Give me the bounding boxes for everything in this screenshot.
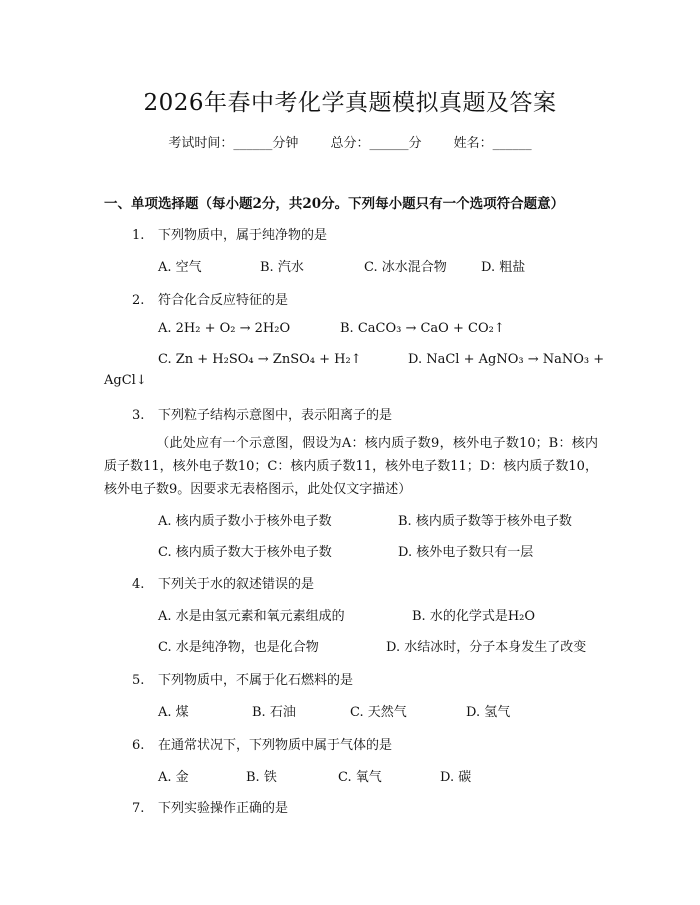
section-heading: 一、单项选择题（每小题2分，共20分。下列每小题只有一个选项符合题意）: [104, 196, 565, 212]
option-5b: B. 石油: [252, 705, 296, 720]
question-text: 下列粒子结构示意图中，表示阳离子的是: [158, 408, 393, 423]
option-6d: D. 碳: [440, 770, 472, 785]
option-1b: B. 汽水: [260, 260, 304, 275]
exam-meta: [0, 132, 700, 151]
option-3b: B. 核内质子数等于核外电子数: [398, 514, 572, 529]
option-3c: C. 核内质子数大于核外电子数: [158, 545, 332, 560]
option-2d: D. NaCl + AgNO₃ → NaNO₃ +: [408, 352, 605, 367]
question-number: 7.: [132, 801, 145, 816]
exam-time-field: 考试时间：______分钟: [168, 136, 299, 151]
option-4d: D. 水结冰时，分子本身发生了改变: [386, 640, 587, 655]
option-2b: B. CaCO₃ → CaO + CO₂↑: [340, 321, 505, 336]
option-4b: B. 水的化学式是H₂O: [412, 609, 536, 624]
question-number: 6.: [132, 738, 145, 753]
question-3: [132, 404, 392, 423]
option-6b: B. 铁: [246, 770, 277, 785]
option-2c: C. Zn + H₂SO₄ → ZnSO₄ + H₂↑: [158, 352, 362, 367]
question-number: 4.: [132, 577, 145, 592]
question-number: 3.: [132, 408, 145, 423]
option-5a: A. 煤: [158, 705, 189, 720]
question-4: [132, 573, 314, 592]
option-5c: C. 天然气: [350, 705, 407, 720]
question-text: 符合化合反应特征的是: [158, 293, 289, 308]
question-3-note: [104, 432, 598, 501]
option-1a: A. 空气: [158, 260, 202, 275]
question-text: 下列物质中，不属于化石燃料的是: [158, 673, 354, 688]
option-5d: D. 氢气: [466, 705, 511, 720]
total-score-field: 总分：______分: [330, 136, 422, 151]
option-6c: C. 氧气: [338, 770, 382, 785]
question-6: [132, 734, 392, 753]
question-number: 5.: [132, 673, 145, 688]
option-2d-continued: AgCl↓: [104, 373, 147, 388]
question-text: 下列关于水的叙述错误的是: [158, 577, 315, 592]
option-4a: A. 水是由氢元素和氧元素组成的: [158, 609, 345, 624]
question-5: [132, 669, 353, 688]
question-2: [132, 289, 288, 308]
question-text: 下列物质中，属于纯净物的是: [158, 228, 328, 243]
option-4c: C. 水是纯净物，也是化合物: [158, 640, 319, 655]
option-1c: C. 冰水混合物: [364, 260, 447, 275]
question-7: [132, 797, 288, 816]
question-number: 2.: [132, 293, 145, 308]
student-name-field: 姓名：______: [453, 136, 532, 151]
option-3d: D. 核外电子数只有一层: [398, 545, 534, 560]
question-1: [132, 224, 327, 243]
option-1d: D. 粗盐: [481, 260, 526, 275]
question-text: 在通常状况下，下列物质中属于气体的是: [158, 738, 393, 753]
question-text: 下列实验操作正确的是: [158, 801, 289, 816]
option-2a: A. 2H₂ + O₂ → 2H₂O: [158, 321, 291, 336]
page-title: 2026年春中考化学真题模拟真题及答案: [143, 90, 557, 116]
option-3a: A. 核内质子数小于核外电子数: [158, 514, 332, 529]
question-number: 1.: [132, 228, 145, 243]
note-text: （此处应有一个示意图，假设为A：核内质子数9，核外电子数10；B：核内质子数11，核外电子数10；C：核内质子数11，核外电子数11；D：核内质子数10，核外电子数9。因要求无表格图示，此处仅文字描述）: [104, 436, 598, 497]
option-6a: A. 金: [158, 770, 189, 785]
